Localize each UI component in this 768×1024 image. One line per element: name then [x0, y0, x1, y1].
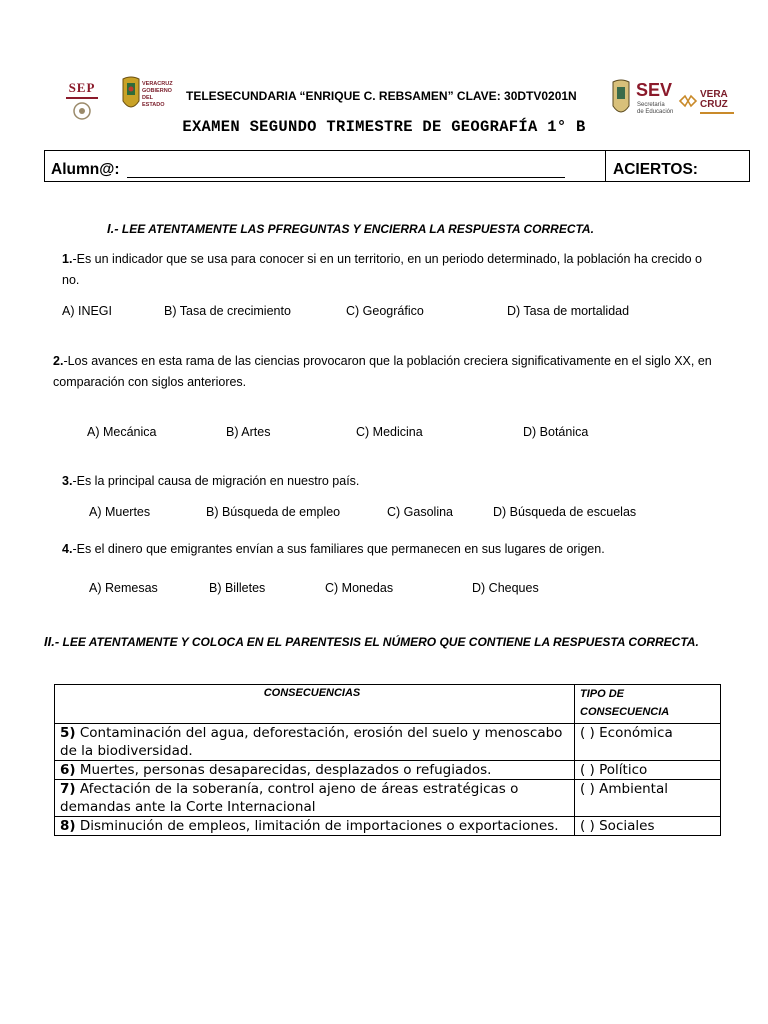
sev-sub1: Secretaría — [637, 102, 665, 108]
question-1 — [62, 249, 722, 291]
consequences-table — [54, 684, 721, 836]
veracruz-logo — [678, 88, 738, 116]
row-5-number: 5) — [60, 725, 76, 741]
q4-option-a[interactable]: A) Remesas — [89, 581, 158, 595]
table-row — [55, 724, 721, 761]
row-6-text-cell — [55, 761, 575, 780]
table-row — [55, 780, 721, 817]
q2-option-b[interactable]: B) Artes — [226, 425, 271, 439]
row-8-number: 8) — [60, 818, 76, 834]
q4-option-c[interactable]: C) Monedas — [325, 581, 394, 595]
veracruz-gov-logo — [120, 75, 174, 115]
row-5-type[interactable]: ( ) Económica — [575, 724, 721, 761]
sev-sub2: de Educación — [637, 109, 674, 115]
question-2-number: 2. — [53, 354, 64, 368]
q2-option-d[interactable]: D) Botánica — [523, 425, 589, 439]
question-3-number: 3. — [62, 474, 73, 488]
row-7-type[interactable]: ( ) Ambiental — [575, 780, 721, 817]
question-3 — [62, 471, 722, 492]
table-row — [55, 817, 721, 836]
row-5-text-cell — [55, 724, 575, 761]
question-1-text: -Es un indicador que se usa para conocer si en un territorio, en un periodo determinado, la población ha crecido o no. — [62, 252, 702, 287]
q3-option-c[interactable]: C) Gasolina — [387, 505, 453, 519]
question-4-number: 4. — [62, 542, 73, 556]
header-consecuencias: CONSECUENCIAS — [55, 685, 575, 724]
row-8-text-cell — [55, 817, 575, 836]
row-5-text: Contaminación del agua, deforestación, erosión del suelo y menoscabo de la biodiversidad. — [60, 725, 563, 759]
section2-text: LEE ATENTAMENTE Y COLOCA EN EL PARENTESIS EL NÚMERO QUE CONTIENE LA RESPUESTA CORRECTA. — [62, 635, 699, 649]
sev-logo — [610, 78, 676, 122]
sev-shield-icon — [610, 78, 632, 120]
q4-option-d[interactable]: D) Cheques — [472, 581, 539, 595]
q1-option-c[interactable]: C) Geográfico — [346, 304, 424, 318]
veracruz-gov-text: VERACRUZ GOBIERNO DEL ESTADO — [142, 81, 173, 108]
section1-text: LEE ATENTAMENTE LAS PFREGUNTAS Y ENCIERRA LA RESPUESTA CORRECTA. — [121, 222, 594, 236]
q3-option-a[interactable]: A) Muertes — [89, 505, 151, 519]
section2-title — [44, 634, 699, 649]
question-1-number: 1. — [62, 252, 73, 266]
question-3-text: -Es la principal causa de migración en nuestro país. — [72, 474, 360, 488]
row-6-text: Muertes, personas desaparecidas, desplazados o refugiados. — [79, 762, 492, 778]
row-7-number: 7) — [60, 781, 76, 797]
row-6-type[interactable]: ( ) Político — [575, 761, 721, 780]
q3-option-b[interactable]: B) Búsqueda de empleo — [206, 505, 341, 519]
name-cell — [45, 151, 606, 181]
name-line[interactable] — [127, 177, 565, 178]
veracruz-shield-icon — [120, 75, 142, 113]
student-info-box — [44, 150, 750, 182]
section1-title — [107, 221, 594, 236]
row-8-type[interactable]: ( ) Sociales — [575, 817, 721, 836]
score-label: ACIERTOS: — [613, 161, 698, 178]
school-name: TELESECUNDARIA “ENRIQUE C. REBSAMEN” CLAVE: 30DTV0201N — [186, 89, 577, 103]
question-4 — [62, 539, 722, 560]
sep-logo-text: SEP — [68, 80, 96, 95]
q4-option-b[interactable]: B) Billetes — [209, 581, 266, 595]
q1-option-d[interactable]: D) Tasa de mortalidad — [507, 304, 630, 318]
question-2 — [53, 351, 733, 393]
veracruz-ornament-icon — [678, 92, 698, 110]
q2-option-a[interactable]: A) Mecánica — [87, 425, 157, 439]
section1-number: I.- — [107, 221, 119, 236]
sev-text: SEV — [636, 80, 673, 100]
name-label: Alumn@: — [51, 161, 120, 178]
table-header-row — [55, 685, 721, 724]
row-7-text-cell — [55, 780, 575, 817]
section2-number: II.- — [44, 634, 60, 649]
q3-option-d[interactable]: D) Búsqueda de escuelas — [493, 505, 637, 519]
veracruz-logo-text: VERA CRUZ — [700, 89, 728, 110]
exam-title: EXAMEN SEGUNDO TRIMESTRE DE GEOGRAFÍA 1° B — [182, 118, 586, 136]
row-8-text: Disminución de empleos, limitación de importaciones o exportaciones. — [79, 818, 559, 834]
table-row — [55, 761, 721, 780]
q1-option-b[interactable]: B) Tasa de crecimiento — [164, 304, 291, 318]
q2-option-c[interactable]: C) Medicina — [356, 425, 423, 439]
sep-logo — [62, 80, 102, 122]
question-4-text: -Es el dinero que emigrantes envían a sus familiares que permanecen en sus lugares de origen. — [72, 542, 605, 556]
question-2-text: -Los avances en esta rama de las ciencias provocaron que la población creciera significativamente en el siglo XX, en comparación con siglos anteriores. — [53, 354, 712, 389]
q1-option-a[interactable]: A) INEGI — [62, 304, 113, 318]
row-6-number: 6) — [60, 762, 76, 778]
header-tipo: TIPO DE CONSECUENCIA — [575, 685, 721, 724]
row-7-text: Afectación de la soberanía, control ajeno de áreas estratégicas o demandas ante la Corte Internacional — [60, 781, 519, 815]
